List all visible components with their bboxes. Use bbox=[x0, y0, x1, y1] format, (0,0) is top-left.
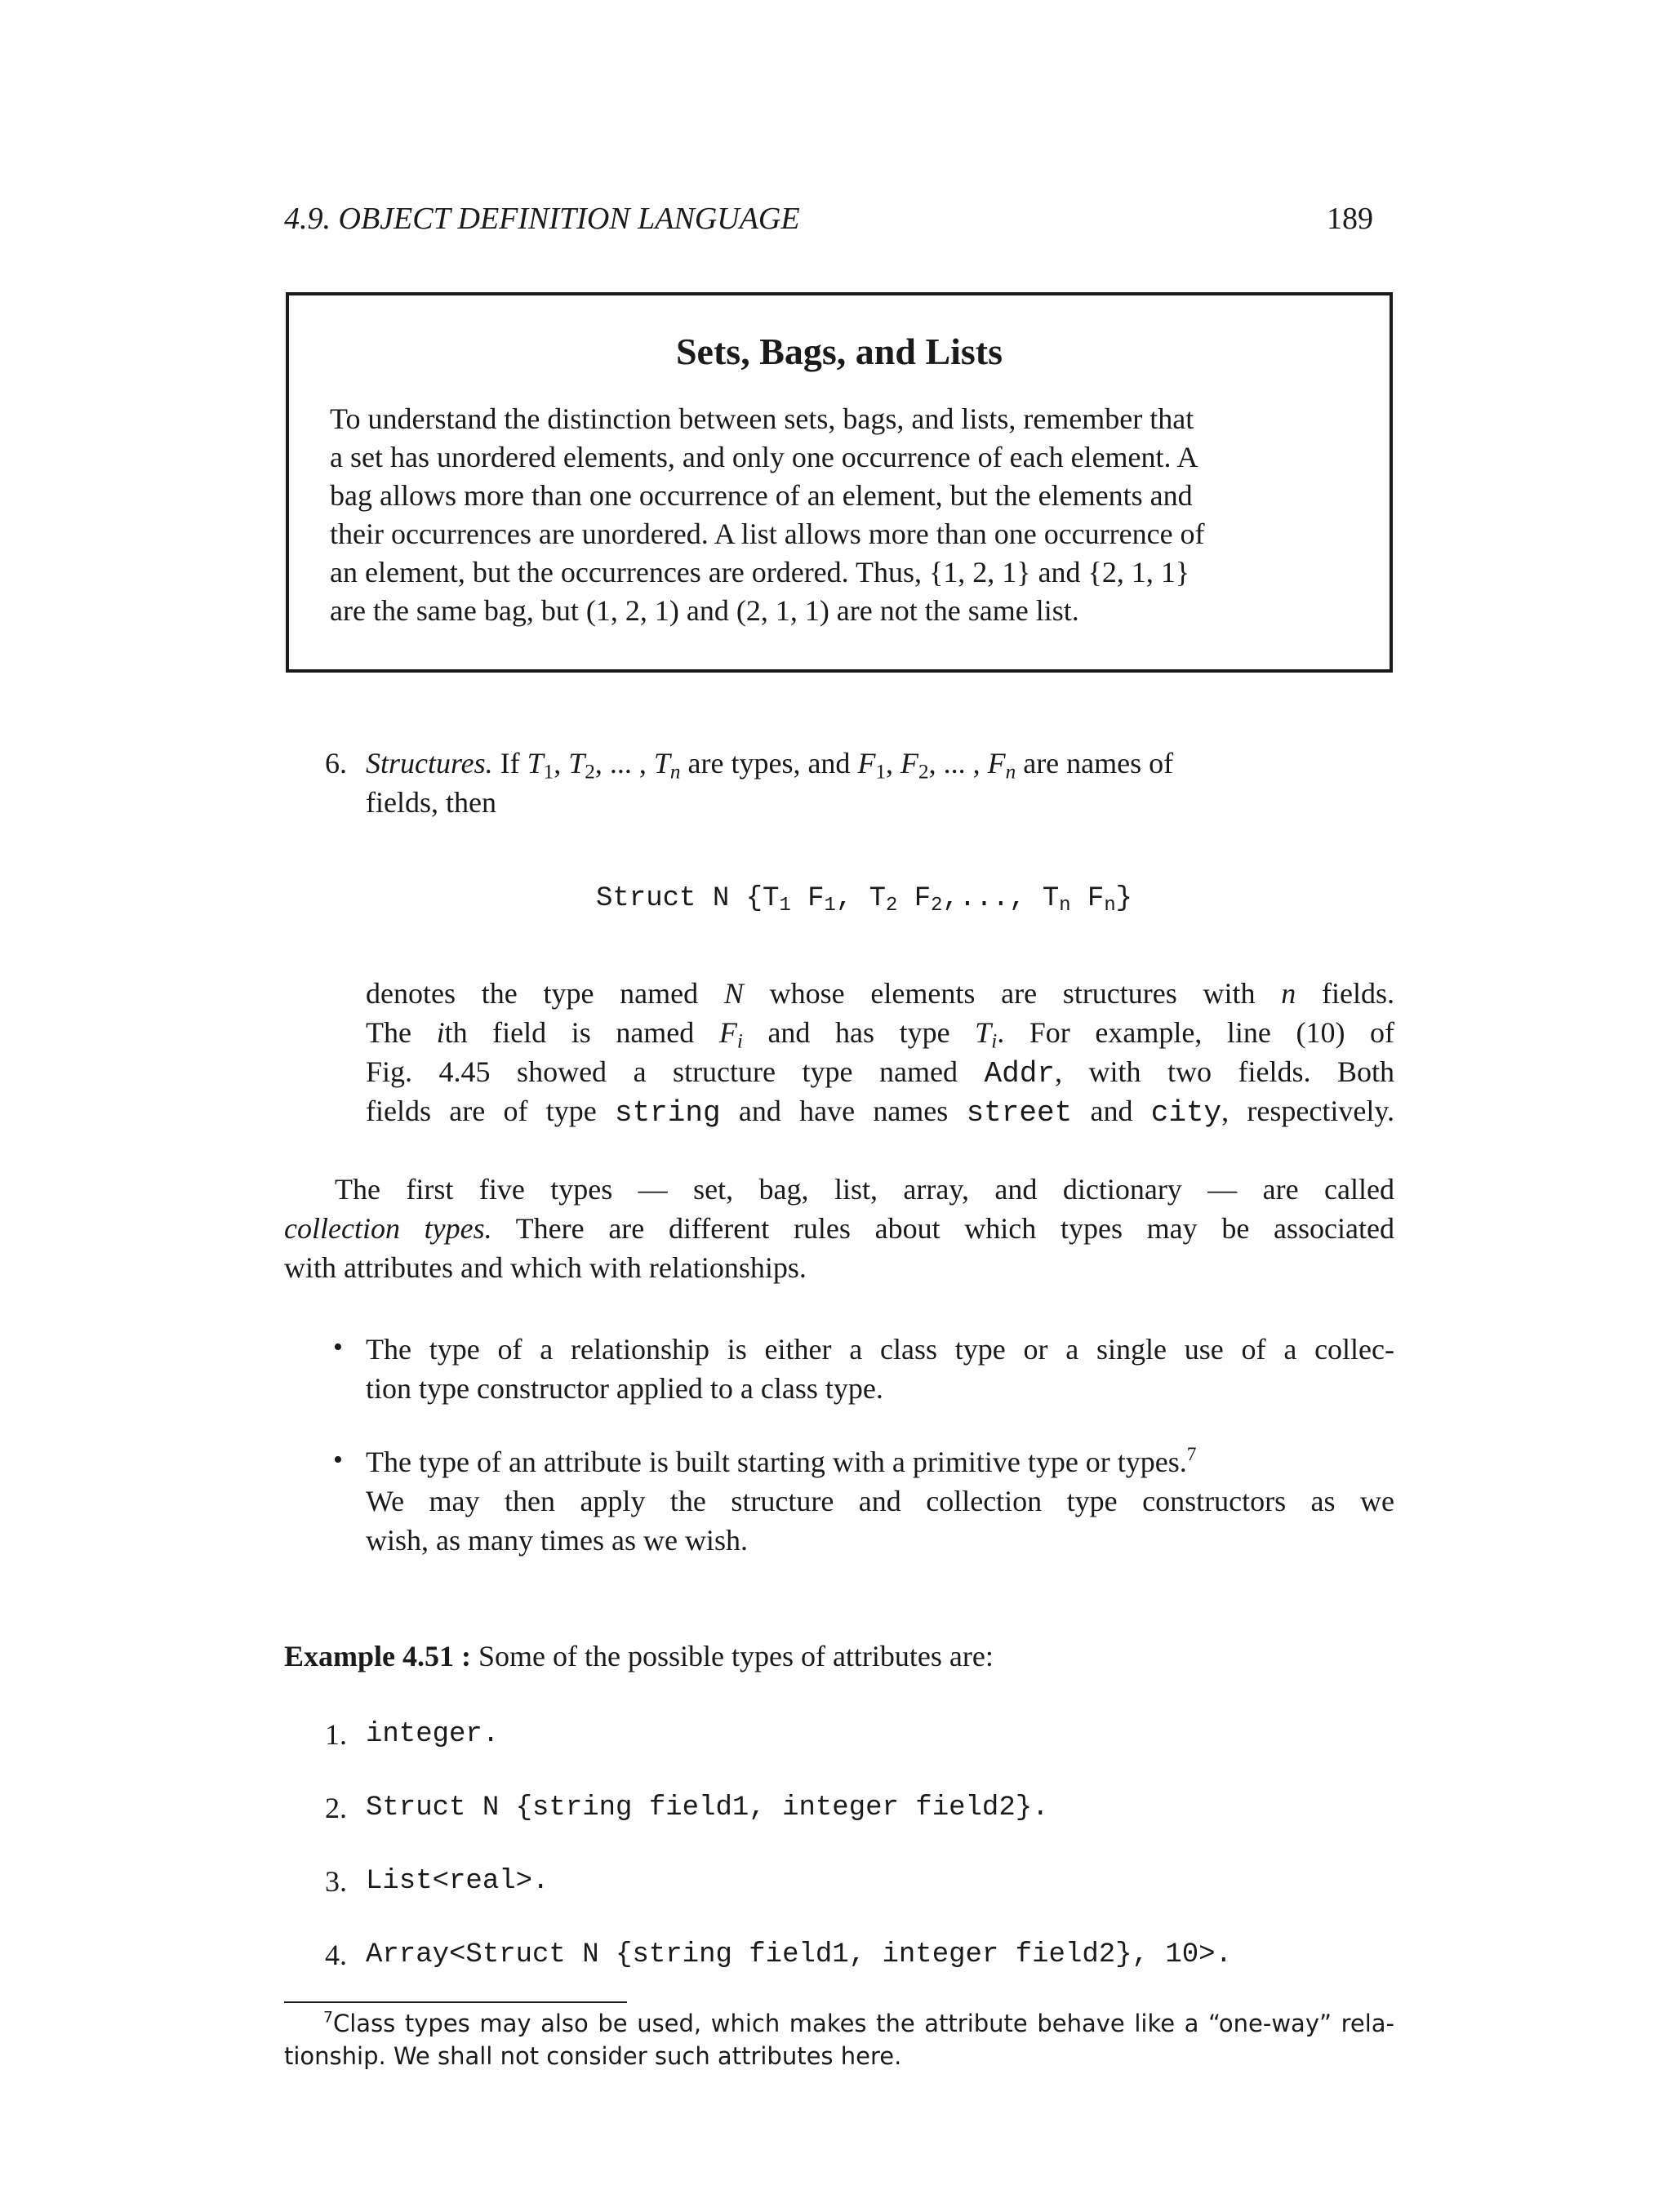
structures-desc-line: The ith field is named $F_i$ and has type $T_i$. For example, line (10) of bbox=[366, 1016, 1395, 1053]
bullet-line: The type of a relationship is either a class type or a single use of a collec- bbox=[366, 1333, 1394, 1366]
structures-desc-line: Fig. 4.45 showed a structure type named Addr, with two fields. Both bbox=[366, 1055, 1395, 1090]
example-item-number: 4. bbox=[325, 1939, 347, 1971]
example-item-number: 1. bbox=[325, 1718, 347, 1751]
structures-line-2: fields, then bbox=[366, 786, 496, 819]
bullet-line: tion type constructor applied to a class type. bbox=[366, 1372, 883, 1405]
example-heading: Example 4.51 : Some of the possible types of attributes are: bbox=[284, 1640, 994, 1672]
struct-code-line: Struct N {$T_1$ $F_1$, $T_2$ $F_2$,..., $T_n$ $F_n$} bbox=[596, 883, 1133, 917]
example-item-number: 2. bbox=[325, 1792, 347, 1824]
sidebar-line: bag allows more than one occurrence of an element, but the elements and bbox=[330, 479, 1193, 512]
footnote-rule bbox=[284, 2001, 627, 2003]
example-item-code: Struct N {string field1, integer field2}. bbox=[366, 1792, 1049, 1823]
structures-desc-line: denotes the type named N whose elements are structures with n fields. bbox=[366, 977, 1395, 1010]
structures-desc-line: fields are of type string and have names street and city, respectively. bbox=[366, 1095, 1394, 1130]
structures-line-1-rest: are names of bbox=[1023, 747, 1174, 780]
structures-term: Structures. bbox=[366, 747, 493, 780]
sidebar-box bbox=[286, 292, 1393, 673]
page-number: 189 bbox=[1327, 202, 1373, 236]
collection-para-line-2: collection types. There are different rules about which types may be associated bbox=[284, 1212, 1394, 1245]
example-label: Example 4.51 : bbox=[284, 1640, 471, 1672]
sidebar-line: their occurrences are unordered. A list allows more than one occurrence of bbox=[330, 517, 1205, 550]
collection-para-line-1: The first five types — set, bag, list, array, and dictionary — are called bbox=[335, 1173, 1394, 1206]
footnote-line-1: $^7$Class types may also be used, which makes the attribute behave like a “one-way” rela- bbox=[323, 2009, 1394, 2037]
bullet-line: We may then apply the structure and collection type constructors as we bbox=[366, 1485, 1394, 1517]
sidebar-line: an element, but the occurrences are ordered. Thus, {1, 2, 1} and {2, 1, 1} bbox=[330, 556, 1190, 589]
example-item-code: List<real>. bbox=[366, 1866, 549, 1897]
example-item-number: 3. bbox=[325, 1865, 347, 1898]
bullet-dot: • bbox=[333, 1332, 343, 1362]
sidebar-line: are the same bag, but (1, 2, 1) and (2, 1, 1) are not the same list. bbox=[330, 594, 1079, 627]
footnote-line-2: tionship. We shall not consider such attributes here. bbox=[284, 2042, 902, 2070]
bullet-line: wish, as many times as we wish. bbox=[366, 1524, 748, 1557]
bullet-line: The type of an attribute is built starting with a primitive type or types.$^7$ bbox=[366, 1443, 1197, 1478]
sidebar-line: a set has unordered elements, and only one occurrence of each element. A bbox=[330, 441, 1198, 473]
example-item-code: Array<Struct N {string field1, integer field2}, 10>. bbox=[366, 1939, 1232, 1970]
example-item-code: integer. bbox=[366, 1719, 500, 1750]
bullet-dot: • bbox=[333, 1445, 343, 1475]
footnote-ref: 7 bbox=[1186, 1443, 1197, 1465]
sidebar-title: Sets, Bags, and Lists bbox=[675, 331, 1003, 372]
list-number: 6. bbox=[325, 747, 347, 780]
sidebar-line: To understand the distinction between sets, bags, and lists, remember that bbox=[330, 402, 1194, 435]
collection-para-line-3: with attributes and which with relationships. bbox=[284, 1251, 807, 1284]
footnote-mark: 7 bbox=[323, 2009, 333, 2027]
running-head: 4.9. OBJECT DEFINITION LANGUAGE bbox=[284, 202, 800, 236]
structures-line-1: Structures. If $T_1$, $T_2$, ... , $T_n$ are types, and $F_1$, $F_2$, ... , $F_n$ are names of bbox=[366, 747, 1174, 784]
